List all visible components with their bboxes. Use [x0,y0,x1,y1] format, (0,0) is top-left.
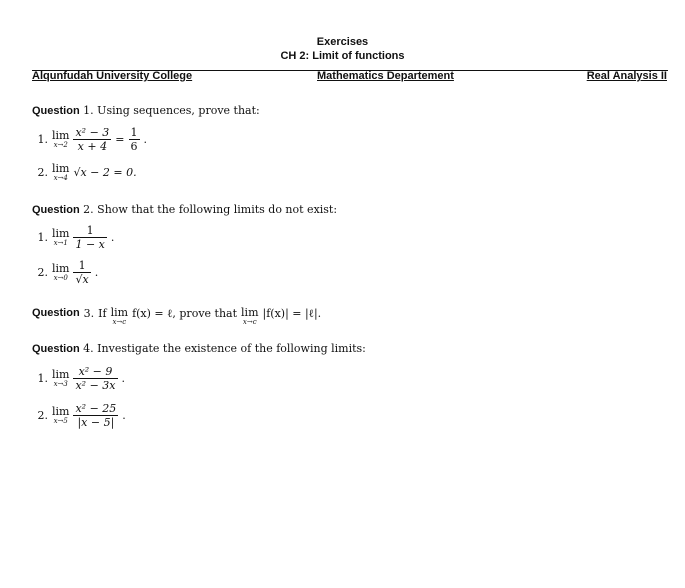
limit-operator [52,406,69,425]
question-number: 3. [83,307,95,320]
q1-item-2 [28,163,137,182]
item-number: 1. [37,231,48,244]
denominator: 1 − x [75,238,105,251]
limit-operator-2 [241,307,258,326]
lim-text: lim [52,262,70,275]
lim-text: lim [52,129,70,142]
question-text-start: If [98,307,107,320]
college-name: Alqunfudah University College [32,70,193,82]
limit-operator [52,163,69,182]
doc-title: Exercises [316,36,369,48]
item-number: 2. [37,409,48,422]
question-text: Show that the following limits do not exist: [97,203,338,216]
q4-item-1 [28,365,125,392]
q4-item-2 [28,402,126,429]
question-number: 1. [83,104,94,117]
fraction [73,224,106,251]
question-2 [32,203,337,216]
lim-subscript: x→0 [53,274,68,282]
question-text: Using sequences, prove that: [97,104,260,117]
question-label: Question [32,105,80,117]
result-fraction [129,126,140,153]
lim-text: lim [52,162,70,175]
question-label: Question [32,343,80,355]
header-rule [32,70,668,71]
question-number: 4. [83,342,94,355]
numerator: x² − 9 [73,365,117,379]
item-number: 2. [37,166,48,179]
expression: √x − 2 = 0. [73,166,137,179]
lim-text: lim [52,227,70,240]
lim-text: lim [52,368,70,381]
lim-text: lim [52,405,70,418]
doc-subtitle: CH 2: Limit of functions [280,50,405,62]
fraction [73,126,111,153]
denominator: √x [75,273,89,286]
item-number: 2. [37,266,48,279]
q2-item-2 [28,259,98,286]
lim-subscript: x→5 [53,417,68,425]
question-text: Investigate the existence of the following limits: [97,342,366,355]
course-name: Real Analysis II [586,70,667,82]
lim-subscript: x→2 [53,141,68,149]
denominator: x² − 3x [75,379,116,392]
item-number: 1. [37,372,48,385]
denominator: x + 4 [77,140,108,153]
q1-item-1 [28,126,147,153]
question-1 [32,104,260,117]
limit-operator [52,130,69,149]
period: . [94,266,99,279]
limit-operator [52,369,69,388]
numerator: x² − 3 [75,126,110,139]
lim-subscript: x→4 [53,174,68,182]
result-numerator: 1 [130,126,138,139]
fraction [73,402,118,429]
department-name: Mathematics Departement [317,70,454,82]
lim-text: lim [110,306,129,319]
question-label: Question [32,307,80,319]
lim-text: lim [241,306,259,319]
limit-operator [52,228,69,247]
question-number: 2. [83,203,94,216]
fraction [73,365,117,392]
period: . [122,409,126,422]
period: . [110,231,115,244]
question-3 [32,307,321,326]
fraction [73,259,90,286]
question-text-end: |f(x)| = |ℓ|. [262,307,322,320]
numerator: x² − 25 [75,402,117,415]
limit-operator [111,307,128,326]
denominator: |x − 5| [77,416,115,429]
period: . [121,372,125,385]
equals-sign: = [115,133,125,146]
question-label: Question [32,204,80,216]
numerator: 1 [73,224,106,238]
lim-subscript: x→1 [53,239,68,247]
numerator: 1 [73,259,90,273]
result-denominator: 6 [130,140,138,153]
q2-item-1 [28,224,114,251]
lim-subscript: x→c [112,318,127,326]
lim-subscript: x→3 [53,380,68,388]
item-number: 1. [37,133,48,146]
period: . [143,133,148,146]
question-4 [32,342,366,355]
limit-operator [52,263,69,282]
question-text-middle: f(x) = ℓ, prove that [132,307,238,320]
lim-subscript: x→c [242,318,257,326]
